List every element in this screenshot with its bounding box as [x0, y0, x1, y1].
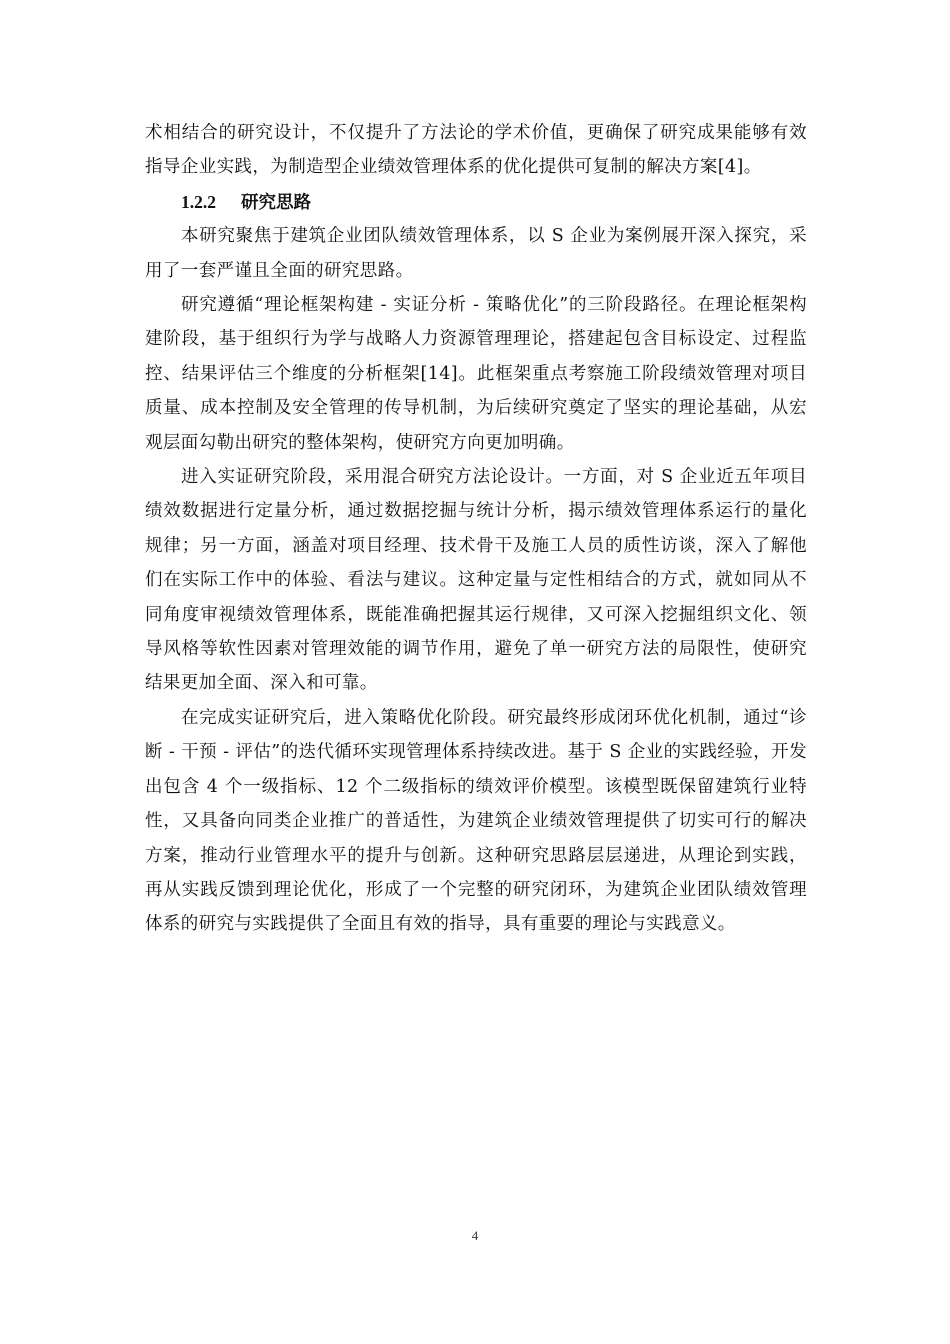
section-heading	[145, 185, 807, 219]
paragraph-empirical-stage: 进入实证研究阶段，采用混合研究方法论设计。一方面，对 S 企业近五年项目绩效数据进行定量分析，通过数据挖掘与统计分析，揭示绩效管理体系运行的量化规律；另一方面，涵盖对项目经理、技术骨干及施工人员的质性访谈，深入了解他们在实际工作中的体验、看法与建议。这种定量与定性相结合的方式，就如同从不同角度审视绩效管理体系，既能准确把握其运行规律，又可深入挖掘组织文化、领导风格等软性因素对管理效能的调节作用，避免了单一研究方法的局限性，使研究结果更加全面、深入和可靠。	[145, 467, 807, 694]
section-title: 研究思路	[241, 192, 311, 213]
paragraph-optimization-stage: 在完成实证研究后，进入策略优化阶段。研究最终形成闭环优化机制，通过“诊断 - 干预 - 评估”的迭代循环实现管理体系持续改进。基于 S 企业的实践经验，开发出包含 4 个一级指标、12 个二级指标的绩效评价模型。该模型既保留建筑行业特性，又具备向同类企业推广的普适性，为建筑企业绩效管理提供了切实可行的解决方案，推动行业管理水平的提升与创新。这种研究思路层层递进，从理论到实践，再从实践反馈到理论优化，形成了一个完整的研究闭环，为建筑企业团队绩效管理体系的研究与实践提供了全面且有效的指导，具有重要的理论与实践意义。	[145, 707, 807, 935]
continued-paragraph: 术相结合的研究设计，不仅提升了方法论的学术价值，更确保了研究成果能够有效指导企业实践，为制造型企业绩效管理体系的优化提供可复制的解决方案[4]。	[145, 123, 807, 178]
page-number: 4	[471, 1228, 479, 1243]
section-number: 1.2.2	[181, 191, 216, 212]
paragraph-theory-framework: 研究遵循“理论框架构建 - 实证分析 - 策略优化”的三阶段路径。在理论框架构建阶段，基于组织行为学与战略人力资源管理理论，搭建起包含目标设定、过程监控、结果评估三个维度的分析框架[14]。此框架重点考察施工阶段绩效管理对项目质量、成本控制及安全管理的传导机制，为后续研究奠定了坚实的理论基础，从宏观层面勾勒出研究的整体架构，使研究方向更加明确。	[145, 295, 807, 453]
page-body	[145, 116, 807, 942]
paragraph-intro: 本研究聚焦于建筑企业团队绩效管理体系，以 S 企业为案例展开深入探究，采用了一套严谨且全面的研究思路。	[145, 226, 807, 281]
